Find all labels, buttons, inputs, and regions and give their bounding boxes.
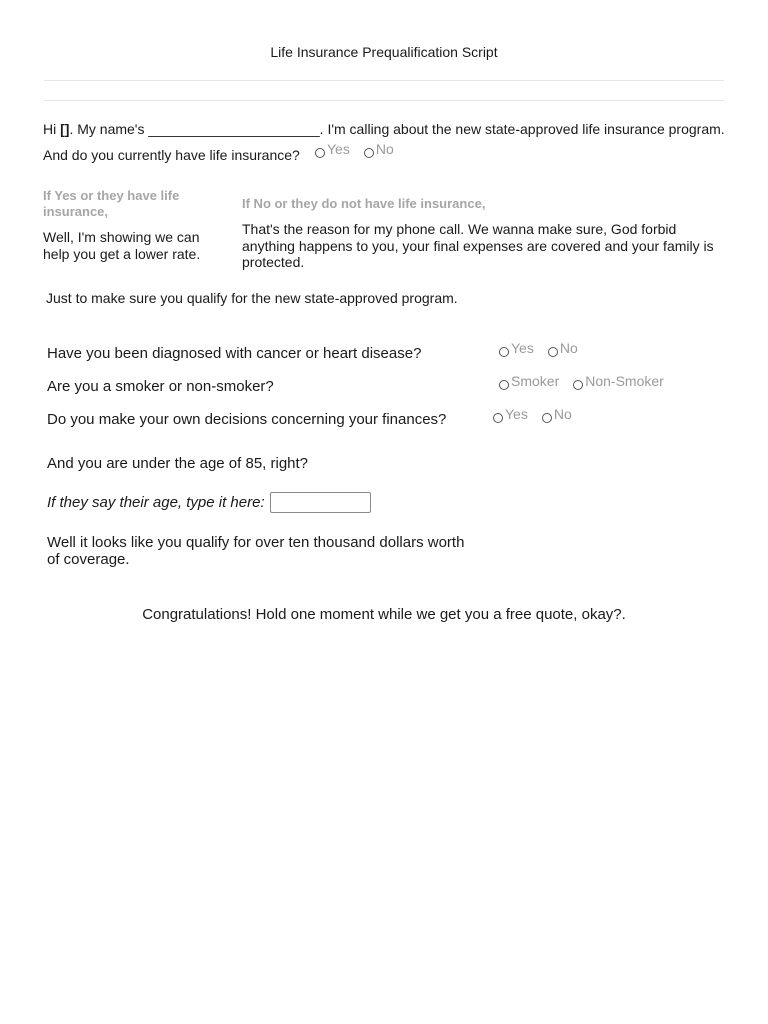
radio-button[interactable] bbox=[548, 347, 558, 357]
cancer-heart-radio-group bbox=[499, 340, 592, 357]
branch-no-heading: If No or they do not have life insurance, bbox=[242, 196, 486, 211]
cancer-heart-no-option[interactable] bbox=[548, 340, 578, 357]
cancer-heart-yes-option[interactable] bbox=[499, 340, 534, 357]
closing-statement: Congratulations! Hold one moment while we get you a free quote, okay?. bbox=[142, 606, 626, 623]
non-smoker-option[interactable] bbox=[573, 373, 664, 390]
intro-line bbox=[43, 121, 725, 137]
radio-label: No bbox=[553, 406, 572, 422]
branch-no-text: That's the reason for my phone call. We wanna make sure, God forbid anything happens to you, your final expenses are covered and your family is protected. bbox=[242, 221, 714, 270]
radio-label: No bbox=[559, 340, 578, 356]
customer-name-token: [] bbox=[60, 121, 70, 137]
radio-button[interactable] bbox=[573, 380, 583, 390]
page-title: Life Insurance Prequalification Script bbox=[270, 44, 498, 60]
branch-yes-text: Well, I'm showing we can help you get a lower rate. bbox=[43, 229, 201, 262]
question-finances: Do you make your own decisions concerning your finances? bbox=[47, 411, 447, 428]
branch-yes-heading: If Yes or they have life insurance, bbox=[43, 188, 180, 219]
divider-bottom bbox=[44, 100, 724, 101]
radio-label: Yes bbox=[511, 340, 534, 356]
radio-button[interactable] bbox=[499, 347, 509, 357]
current-insurance-yes-option[interactable] bbox=[315, 141, 350, 158]
radio-label: Non-Smoker bbox=[585, 373, 664, 389]
finances-radio-group bbox=[493, 406, 586, 423]
smoker-option[interactable] bbox=[499, 373, 559, 390]
question-cancer-heart: Have you been diagnosed with cancer or heart disease? bbox=[47, 345, 422, 362]
age-prompt: If they say their age, type it here: bbox=[47, 494, 265, 511]
divider-top bbox=[44, 80, 724, 81]
age-input[interactable] bbox=[270, 492, 371, 513]
qualify-result: Well it looks like you qualify for over ten thousand dollars worth of coverage. bbox=[47, 534, 465, 568]
finances-no-option[interactable] bbox=[542, 406, 572, 423]
finances-yes-option[interactable] bbox=[493, 406, 528, 423]
current-insurance-radio-group bbox=[315, 141, 408, 158]
current-insurance-no-option[interactable] bbox=[364, 141, 394, 158]
radio-button[interactable] bbox=[364, 148, 374, 158]
radio-button[interactable] bbox=[542, 413, 552, 423]
radio-label: Smoker bbox=[511, 373, 560, 389]
current-insurance-question: And do you currently have life insurance? bbox=[43, 147, 300, 163]
intro-hi: Hi bbox=[43, 121, 61, 137]
age-question: And you are under the age of 85, right? bbox=[47, 455, 309, 472]
radio-label: No bbox=[375, 141, 394, 157]
radio-button[interactable] bbox=[493, 413, 503, 423]
radio-label: Yes bbox=[327, 141, 350, 157]
radio-label: Yes bbox=[505, 406, 528, 422]
intro-rest: . My name's ______________________. I'm calling about the new state-approved life insurance program. bbox=[69, 121, 725, 137]
radio-button[interactable] bbox=[499, 380, 509, 390]
smoker-radio-group bbox=[499, 373, 678, 390]
qualify-note: Just to make sure you qualify for the new state-approved program. bbox=[46, 290, 458, 306]
radio-button[interactable] bbox=[315, 148, 325, 158]
question-smoker: Are you a smoker or non-smoker? bbox=[47, 378, 274, 395]
